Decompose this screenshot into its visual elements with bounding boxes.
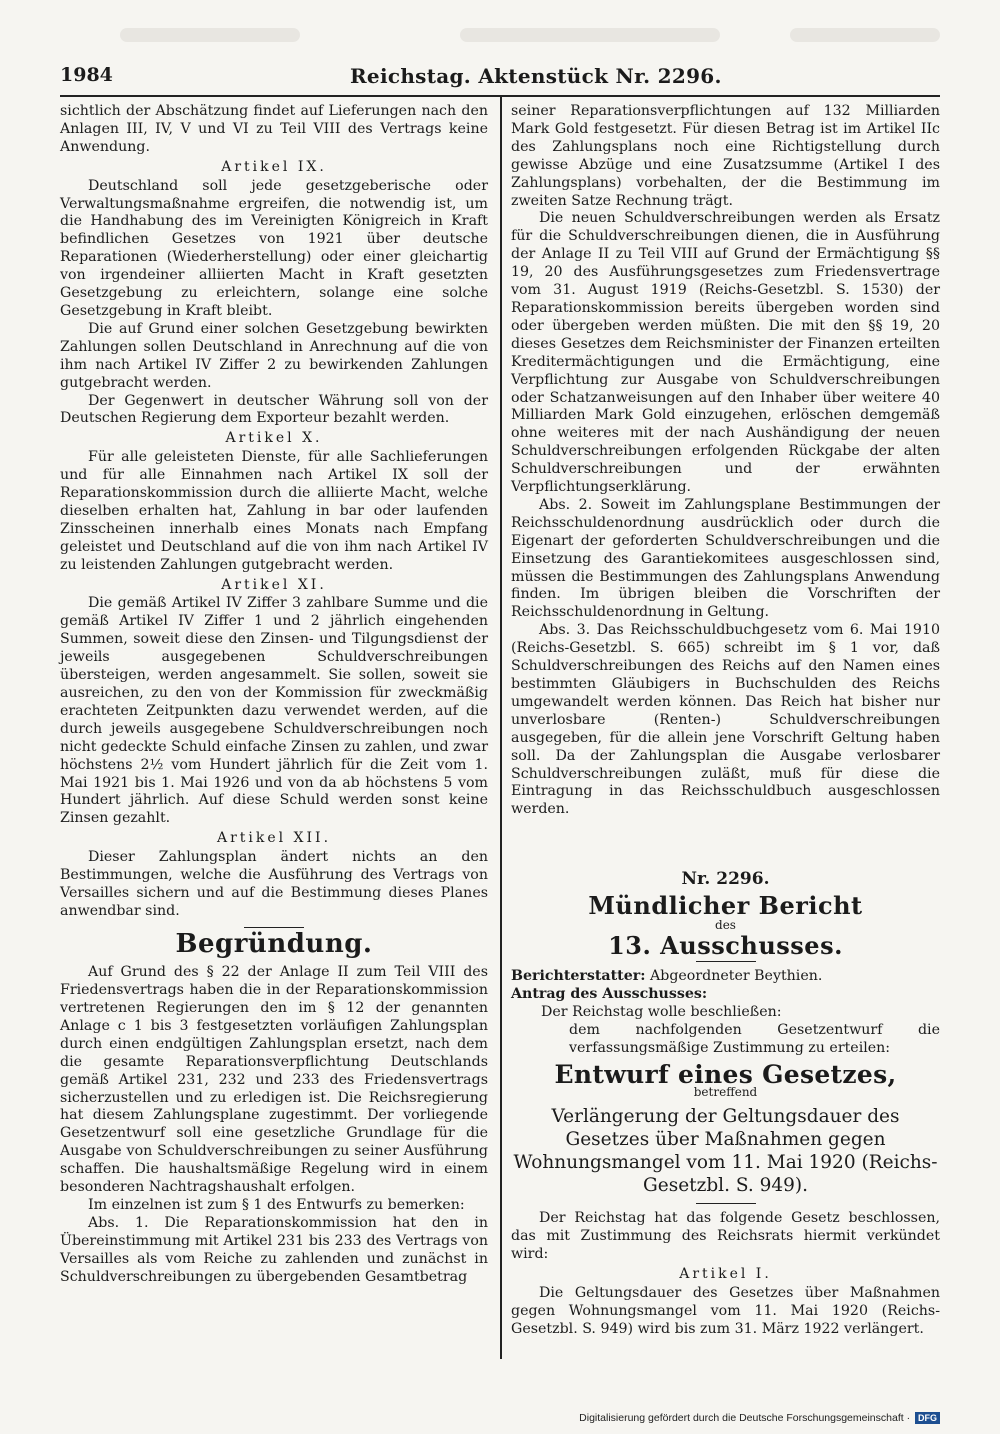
section-rule bbox=[696, 961, 756, 963]
paragraph: sichtlich der Abschätzung findet auf Lieferungen nach den Anlagen III, IV, V und VI zu Teil VIII des Vertrags keine Anwendung. bbox=[60, 103, 488, 155]
paragraph: Die Geltungsdauer des Gesetzes über Maßnahmen gegen Wohnungsmangel vom 11. Mai 1920 (Reichs-Gesetzbl. S. 949) wird bis zum 31. März 1922 verlängert. bbox=[511, 1284, 940, 1337]
report-title: Mündlicher Bericht bbox=[588, 891, 863, 921]
paragraph: Abs. 3. Das Reichsschuldbuchgesetz vom 6. Mai 1910 (Reichs-Gesetzbl. S. 665) schreibt im § 1 vor, daß Schuldverschreibungen des Reichs auf den Namen eines bestimmten Gläubigers in Buchschulden des Reichs umgewandelt werden können. Das Reich hat bisher nur unverlosbare (Renten-) Schuldverschreibungen ausgegeben, für die allein jene Vorschrift Geltung haben soll. Da der Zahlungsplan die Ausgabe verlosbarer Schuldverschreibungen zuläßt, muß für diese die Eintragung in das Reichsschuldbuch ausgeschlossen werden. bbox=[511, 622, 940, 818]
scan-smudge bbox=[790, 28, 940, 42]
committee-title: 13. Ausschusses. bbox=[608, 930, 843, 960]
paragraph: seiner Reparationsverpflichtungen auf 132 Milliarden Mark Gold festgesetzt. Für diesen Betrag ist im Artikel IIc des Zahlungsplans noch eine Richtigstellung durch gewisse Abzüge und eine Zusatzsumme (Artikel I des Zahlungsplans) vorbehalten, der die Bestimmung im zweiten Satze Rechnung trägt. bbox=[511, 103, 940, 209]
rapporteur-line bbox=[511, 968, 940, 986]
article-heading: Artikel XII. bbox=[216, 830, 332, 847]
article-heading: Artikel IX. bbox=[221, 158, 327, 175]
rapporteur-label: Berichterstatter: bbox=[511, 968, 646, 985]
law-subject: Verlängerung der Geltungsdauer des Gesetzes über Maßnahmen gegen Wohnungsmangel vom 11. Mai 1920 (Reichs-Gesetzbl. S. 949). bbox=[513, 1105, 938, 1196]
right-column bbox=[511, 103, 940, 1339]
begruendung-heading: Begründung. bbox=[175, 929, 373, 960]
draft-law-betreffend: betreffend bbox=[693, 1084, 758, 1099]
paragraph: Auf Grund des § 22 der Anlage II zum Teil VIII des Friedensvertrags haben die in der Reparationskommission vertretenen Regierungen den im § 12 der genannten Anlage c 1 bis 3 festgesetzten vorläufigen Zahlungsplan durch einen endgültigen Zahlungsplan ersetzt, nach dem die gesamte Reparationsverpflichtung Deutschlands gemäß Artikel 231, 232 und 233 des Friedensvertrags sicherzustellen und zu erledigen ist. Die Reichsregierung hat diesem Zahlungsplane zugestimmt. Der vorliegende Gesetzentwurf soll eine gesetzliche Grundlage für die Ausgabe von Schuldverschreibungen zu seiner Ausführung schaffen. Die haushaltsmäßige Regelung wird in einem besonderen Nachtragshaushalt erfolgen. bbox=[60, 964, 488, 1196]
section-rule bbox=[244, 927, 304, 929]
paragraph: Die auf Grund einer solchen Gesetzgebung bewirkten Zahlungen sollen Deutschland in Anrechnung auf die von ihm nach Artikel IV Ziffer 2 zu bewirkenden Zahlungen gutgebracht werden. bbox=[60, 320, 488, 391]
footer-text: Digitalisierung gefördert durch die Deutsche Forschungsgemeinschaft · bbox=[579, 1412, 911, 1424]
article-heading: Artikel XI. bbox=[221, 576, 327, 593]
motion-heading: Antrag des Ausschusses: bbox=[511, 986, 708, 1003]
article-heading: Artikel X. bbox=[225, 430, 323, 447]
column-divider bbox=[500, 97, 502, 1359]
page-number: 1984 bbox=[60, 64, 113, 86]
motion-intro: Der Reichstag wolle beschließen: bbox=[541, 1004, 782, 1021]
paragraph: Abs. 1. Die Reparationskommission hat den in Übereinstimmung mit Artikel 231 bis 233 des Vertrags von Versailles als vom Reiche zu zahlenden und zunächst in Schuldverschreibungen zu übergebenden Gesamtbetrag bbox=[60, 1214, 488, 1285]
report-des: des bbox=[715, 918, 736, 933]
paragraph: Deutschland soll jede gesetzgeberische oder Verwaltungsmaßnahme ergreifen, die notwendig ist, um die Handhabung des im Vereinigten Königreich in Kraft befindlichen Gesetzes von 1921 über deutsche Reparationen (Wiederherstellung) oder einer gleichartig von irgendeiner alliierten Macht in Kraft gesetzten Gesetzgebung zu erleichtern, solange eine solche Gesetzgebung in Kraft bleibt. bbox=[60, 177, 488, 319]
section-rule bbox=[696, 1203, 756, 1205]
draft-law-title: Entwurf eines Gesetzes, bbox=[554, 1059, 897, 1089]
scan-smudge bbox=[460, 28, 720, 42]
paragraph: Im einzelnen ist zum § 1 des Entwurfs zu bemerken: bbox=[88, 1196, 465, 1213]
paragraph: Die gemäß Artikel IV Ziffer 3 zahlbare Summe und die gemäß Artikel IV Ziffer 1 und 2 jährlich eingehenden Summen, soweit diese den Zinsen- und Tilgungsdienst der jeweils ausgegebenen Schuldverschreibungen übersteigen, werden angesammelt. Sie sollen, soweit sie ausreichen, zu den von der Kommission für zweckmäßig erachteten Zeitpunkten dazu verwendet werden, auf die durch jeweils ausgegebene Schuldverschreibungen noch nicht gedeckte Schuld einfache Zinsen zu zahlen, und zwar höchstens 2½ vom Hundert jährlich für die Zeit vom 1. Mai 1921 bis 1. Mai 1926 und von da ab höchstens 5 vom Hundert jährlich. Auf diese Schuld werden sonst keine Zinsen gezahlt. bbox=[60, 595, 488, 827]
dfg-logo: DFG bbox=[915, 1412, 940, 1424]
digitization-footer bbox=[579, 1412, 940, 1424]
document-number: Nr. 2296. bbox=[681, 869, 770, 890]
paragraph: Dieser Zahlungsplan ändert nichts an den Bestimmungen, welche die Ausführung des Vertrags von Versailles sichern und auf die Bestimmung dieses Planes anwendbar sind. bbox=[60, 849, 488, 919]
paragraph: Abs. 2. Soweit im Zahlungsplane Bestimmungen der Reichsschuldenordnung ausdrücklich oder durch die Eigenart der geforderten Schuldverschreibungen und die Einsetzung des Garantiekomitees ausgeschlossen sind, müssen die Bestimmungen des Zahlungsplans Anwendung finden. Im übrigen bleiben die Vorschriften der Reichsschuldenordnung in Geltung. bbox=[511, 496, 940, 621]
paragraph: Für alle geleisteten Dienste, für alle Sachlieferungen und für alle Einnahmen nach Artikel IX soll der Reparationskommission durch die alliierte Macht, welche dieselben erhalten hat, Zahlung in bar oder laufenden Zinsscheinen innerhalb eines Monats nach Empfang geleistet und Deutschland auf die von ihm nach Artikel IV zu leistenden Zahlungen gutgebracht werden. bbox=[60, 449, 488, 573]
running-title: Reichstag. Aktenstück Nr. 2296. bbox=[350, 64, 722, 88]
motion-text: dem nachfolgenden Gesetzentwurf die verfassungsmäßige Zustimmung zu erteilen: bbox=[569, 1022, 940, 1056]
scan-smudge bbox=[120, 28, 300, 42]
page-header bbox=[60, 60, 940, 94]
paragraph: Die neuen Schuldverschreibungen werden als Ersatz für die Schuldverschreibungen dienen, die in Ausführung der Anlage II zu Teil VIII auf Grund der Ermächtigung §§ 19, 20 des Ausführungsgesetzes zum Friedensvertrage vom 31. August 1919 (Reichs-Gesetzbl. S. 1530) der Reparationskommission bereits übergeben worden sind oder übergeben werden müßten. Die mit den §§ 19, 20 dieses Gesetzes dem Reichsminister der Finanzen erteilten Kreditermächtigungen und die Ermächtigung, eine Verpflichtung zur Ausgabe von Schuldverschreibungen oder Schatzanweisungen auf den Inhaber über weitere 40 Milliarden Mark Gold einzugehen, erlöschen demgemäß ohne weiteres mit der nach Aushändigung der neuen Schuldverschreibungen erfolgenden Rückgabe der alten Schuldverschreibungen und der erwähnten Verpflichtungserklärung. bbox=[511, 210, 940, 496]
article-heading: Artikel I. bbox=[679, 1265, 772, 1282]
left-column bbox=[60, 103, 488, 1287]
rapporteur-value: Abgeordneter Beythien. bbox=[650, 968, 823, 985]
paragraph: Der Gegenwert in deutscher Währung soll von der Deutschen Regierung dem Exporteur bezahlt werden. bbox=[60, 392, 488, 427]
paragraph: Der Reichstag hat das folgende Gesetz beschlossen, das mit Zustimmung des Reichsrats hiermit verkündet wird: bbox=[511, 1210, 940, 1263]
